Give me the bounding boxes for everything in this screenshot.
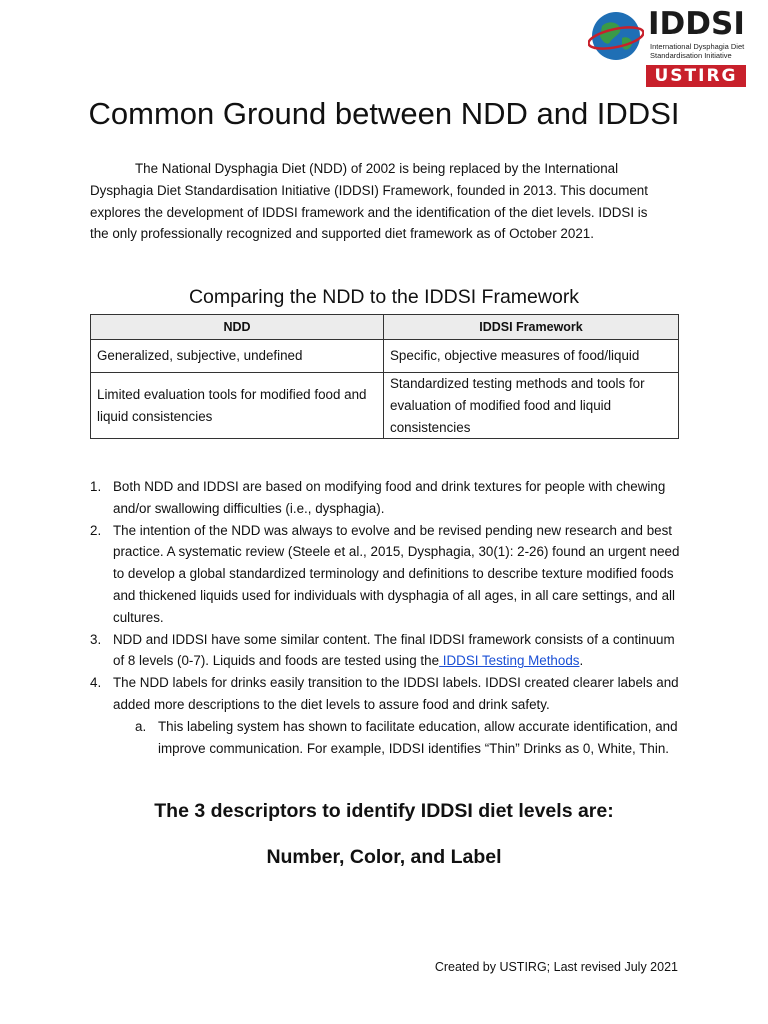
footer-note: Created by USTIRG; Last revised July 2021 xyxy=(434,960,678,974)
iddsi-logo xyxy=(588,6,750,90)
comparison-heading: Comparing the NDD to the IDDSI Framework xyxy=(188,286,580,308)
list-number: 2. xyxy=(90,522,102,538)
list-item xyxy=(90,520,680,629)
list-number: 4. xyxy=(90,675,102,691)
table-cell: Specific, objective measures of food/liquid xyxy=(384,340,679,373)
sub-list xyxy=(113,716,680,760)
logo-wordmark: IDDSI xyxy=(648,6,745,42)
logo-subtitle xyxy=(650,43,744,60)
descriptors-list: Number, Color, and Label xyxy=(266,846,502,868)
table-row xyxy=(91,340,679,373)
list-number: 3. xyxy=(90,631,102,647)
column-header-iddsi: IDDSI Framework xyxy=(384,315,679,340)
list-item xyxy=(90,629,680,673)
list-text: Both NDD and IDDSI are based on modifying food and drink textures for people with chewing and/or swallowing difficulties (i.e., dysphagia). xyxy=(113,479,666,516)
iddsi-testing-methods-link[interactable]: IDDSI Testing Methods xyxy=(439,653,580,669)
list-text-end: . xyxy=(579,653,584,669)
sub-list-text: This labeling system has shown to facilitate education, allow accurate identification, and improve communication. For example, IDDSI identifies “Thin” Drinks as 0, White, Thin. xyxy=(158,718,678,756)
table-cell: Generalized, subjective, undefined xyxy=(91,340,384,373)
table-cell: Standardized testing methods and tools for evaluation of modified food and liquid consistencies xyxy=(384,373,679,439)
list-text: The intention of the NDD was always to evolve and be revised pending new research and best practice. A systematic review (Steele et al., 2015, Dysphagia, 30(1): 2-26) found an urgent need to develop a global standardized terminology and definitions to describe texture modified foods and thickened liquids used for individuals with dysphagia of all ages, in all care settings, and all cultures. xyxy=(113,522,680,625)
page-title: Common Ground between NDD and IDDSI xyxy=(88,96,680,131)
descriptors-heading: The 3 descriptors to identify IDDSI diet levels are: xyxy=(154,800,614,822)
points-list xyxy=(90,476,680,759)
column-header-ndd: NDD xyxy=(91,315,384,340)
list-item xyxy=(90,672,680,759)
logo-badge: USTIRG xyxy=(646,65,746,87)
list-number: 1. xyxy=(90,479,102,494)
table-row xyxy=(91,373,679,439)
logo-subtitle-line1: International Dysphagia Diet xyxy=(650,42,745,51)
logo-subtitle-line2: Standardisation Initiative xyxy=(650,50,732,60)
intro-paragraph xyxy=(90,158,650,245)
list-text: NDD and IDDSI have some similar content. The final IDDSI framework consists of a continuum of 8 levels (0-7). Liquids and foods are tested using the xyxy=(113,631,675,669)
sub-list-item xyxy=(135,716,680,760)
list-item xyxy=(90,476,680,520)
list-text: The NDD labels for drinks easily transition to the IDDSI labels. IDDSI created clearer labels and added more descriptions to the diet levels to assure food and drink safety. xyxy=(113,675,679,712)
globe-icon xyxy=(588,8,644,64)
table-header-row xyxy=(91,315,679,340)
sub-list-letter: a. xyxy=(135,718,147,734)
intro-text: The National Dysphagia Diet (NDD) of 2002 is being replaced by the International Dysphagia Diet Standardisation Initiative (IDDSI) Framework, founded in 2013. This document explores the development of IDDSI framework and the identification of the diet levels. IDDSI is the only professionally recognized and supported diet framework as of October 2021. xyxy=(90,161,648,242)
table-cell: Limited evaluation tools for modified food and liquid consistencies xyxy=(91,373,384,439)
comparison-table xyxy=(90,314,679,439)
